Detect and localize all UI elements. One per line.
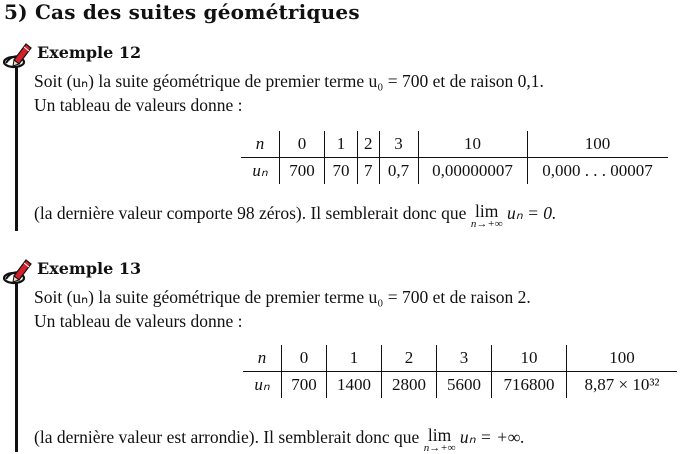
table-cell: 2800 <box>382 372 437 399</box>
table-cell: 5600 <box>437 372 492 399</box>
table-cell: 2 <box>382 345 437 372</box>
example-12 <box>0 40 685 235</box>
table-cell: 100 <box>567 345 678 372</box>
table-cell: 0 <box>280 131 325 158</box>
table-row <box>241 158 668 185</box>
table-header-cell: n <box>243 345 282 372</box>
conclusion-text: (la dernière valeur comporte 98 zéros). Il semblerait donc que <box>34 203 467 223</box>
table-cell: 10 <box>492 345 567 372</box>
example-title: Exemple 13 <box>37 259 142 278</box>
conclusion-text: (la dernière valeur est arrondie). Il semblerait donc que <box>34 427 420 447</box>
table-cell: 1400 <box>327 372 382 399</box>
table-cell: 0 <box>282 345 327 372</box>
lim-word: lim <box>427 425 452 445</box>
table-cell: 1 <box>327 345 382 372</box>
table-cell: 700 <box>280 158 325 185</box>
table-header-cell: n <box>241 131 280 158</box>
example-bar <box>15 66 18 231</box>
table-cell: 2 <box>358 131 380 158</box>
table-cell: 0,7 <box>379 158 418 185</box>
table-cell: 8,87 × 10³² <box>567 372 678 399</box>
limit-expression <box>424 427 456 454</box>
table-cell: 1 <box>325 131 358 158</box>
limit-expression <box>471 203 503 230</box>
table-cell: 0,000 . . . 00007 <box>527 158 668 185</box>
section-title: 5) Cas des suites géométriques <box>4 0 360 24</box>
example-13 <box>0 256 685 454</box>
table-cell: 7 <box>358 158 380 185</box>
table-cell: 70 <box>325 158 358 185</box>
table-cell: 3 <box>379 131 418 158</box>
conclusion-line <box>34 203 556 230</box>
example-bar <box>15 282 18 452</box>
table-header-cell: uₙ <box>254 375 270 394</box>
lim-result: uₙ = +∞. <box>459 427 525 447</box>
table-row <box>243 345 677 372</box>
example-title: Exemple 12 <box>37 43 142 62</box>
table-cell: 700 <box>282 372 327 399</box>
table-row <box>243 372 677 399</box>
table-cell: 0,00000007 <box>418 158 527 185</box>
table-header-cell: uₙ <box>252 161 268 180</box>
conclusion-line <box>34 427 525 454</box>
table-cell: 716800 <box>492 372 567 399</box>
lim-subscript: n→+∞ <box>470 218 503 230</box>
values-table <box>243 345 677 398</box>
example-line-2: Un tableau de valeurs donne : <box>34 95 243 115</box>
table-cell: 10 <box>418 131 527 158</box>
table-row <box>241 131 668 158</box>
table-cell: 100 <box>527 131 668 158</box>
lim-result: uₙ = 0. <box>506 203 557 223</box>
example-line-1: Soit (uₙ) la suite géométrique de premier terme u₀ = 700 et de raison 0,1. <box>34 71 544 91</box>
lim-word: lim <box>475 201 499 221</box>
values-table <box>241 131 668 184</box>
lim-subscript: n→+∞ <box>423 442 456 454</box>
table-cell: 3 <box>437 345 492 372</box>
example-line-1: Soit (uₙ) la suite géométrique de premier terme u₀ = 700 et de raison 2. <box>34 287 531 307</box>
example-line-2: Un tableau de valeurs donne : <box>34 311 243 331</box>
